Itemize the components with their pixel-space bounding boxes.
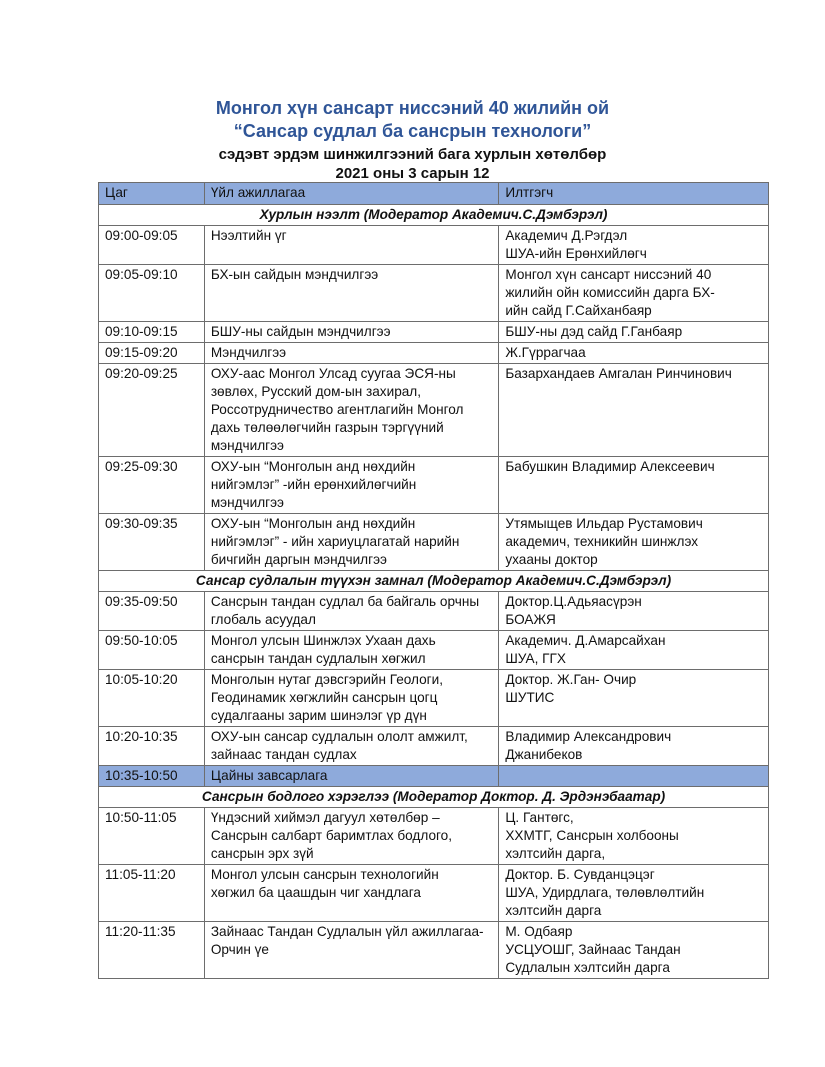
row-time: 09:15-09:20	[99, 343, 205, 364]
row-activity	[204, 766, 499, 787]
speaker-line: жилийн ойн комиссийн дарга БХ-	[505, 285, 715, 300]
column-header-time: Цаг	[99, 183, 205, 205]
activity-line: ОХУ-аас Монгол Улсад суугаа ЭСЯ-ны	[210, 366, 456, 381]
table-row	[99, 226, 769, 265]
section-header-row	[99, 571, 769, 592]
column-header-activity: Үйл ажиллагаа	[204, 183, 499, 205]
row-speaker	[499, 727, 769, 766]
row-time: 10:50-11:05	[99, 808, 205, 865]
activity-line: Мэндчилгээ	[210, 345, 287, 360]
speaker-line: Джанибеков	[505, 747, 583, 762]
document-subtitle: сэдэвт эрдэм шинжилгээний бага хурлын хөтөлбөр	[218, 146, 607, 163]
row-time: 10:35-10:50	[99, 766, 205, 787]
table-row	[99, 364, 769, 457]
activity-line: БШУ-ны сайдын мэндчилгээ	[210, 324, 391, 339]
row-speaker	[499, 226, 769, 265]
row-activity	[204, 364, 499, 457]
row-time: 09:20-09:25	[99, 364, 205, 457]
row-speaker	[499, 364, 769, 457]
activity-line: Үндэсний хиймэл дагуул хөтөлбөр –	[210, 810, 440, 825]
row-speaker	[499, 766, 769, 787]
row-time: 09:05-09:10	[99, 265, 205, 322]
row-speaker	[499, 265, 769, 322]
activity-line: хөгжил ба цаашдын чиг хандлага	[210, 885, 421, 900]
activity-line: зөвлөх, Русский дом-ын захирал,	[210, 384, 422, 399]
activity-line: Монголын нутаг дэвсгэрийн Геологи,	[210, 672, 444, 687]
speaker-line: Доктор.Ц.Адьяасүрэн	[505, 594, 642, 609]
activity-line: БХ-ын сайдын мэндчилгээ	[210, 267, 379, 282]
row-speaker	[499, 322, 769, 343]
table-row	[99, 514, 769, 571]
row-time: 09:35-09:50	[99, 592, 205, 631]
row-activity	[204, 592, 499, 631]
speaker-line: М. Одбаяр	[505, 924, 573, 939]
speaker-line: УСЦУОШГ, Зайнаас Тандан	[505, 942, 681, 957]
row-speaker	[499, 631, 769, 670]
activity-line: мэндчилгээ	[210, 438, 284, 453]
speaker-line: Академич. Д.Амарсайхан	[505, 633, 666, 648]
speaker-line: ШУА-ийн Ерөнхийлөгч	[505, 246, 647, 261]
row-speaker	[499, 457, 769, 514]
document-title-topic: “Сансар судлал ба сансрын технологи”	[233, 121, 592, 141]
row-activity	[204, 343, 499, 364]
activity-line: зайнаас тандан судлах	[210, 747, 357, 762]
speaker-line: Судлалын хэлтсийн дарга	[505, 960, 670, 975]
speaker-line: БОАЖЯ	[505, 612, 556, 627]
speaker-line: Доктор. Ж.Ган- Очир	[505, 672, 637, 687]
table-row	[99, 922, 769, 979]
table-row	[99, 727, 769, 766]
activity-line: Зайнаас Тандан Судлалын үйл ажиллагаа-	[210, 924, 484, 939]
table-row	[99, 265, 769, 322]
activity-line: Монгол улсын сансрын технологийн	[210, 867, 439, 882]
row-time: 11:20-11:35	[99, 922, 205, 979]
table-row	[99, 670, 769, 727]
table-row	[99, 457, 769, 514]
speaker-line: хэлтсийн дарга,	[505, 846, 606, 861]
activity-line: нийгэмлэг” -ийн ерөнхийлөгчийн	[210, 477, 417, 492]
activity-line: дахь төлөөлөгчийн газрын тэргүүний	[210, 420, 444, 435]
row-time: 09:30-09:35	[99, 514, 205, 571]
table-header-row	[99, 183, 769, 205]
row-activity	[204, 727, 499, 766]
row-time: 09:25-09:30	[99, 457, 205, 514]
activity-line: мэндчилгээ	[210, 495, 284, 510]
row-activity	[204, 808, 499, 865]
row-speaker	[499, 592, 769, 631]
row-time: 09:00-09:05	[99, 226, 205, 265]
row-activity	[204, 670, 499, 727]
row-speaker	[499, 514, 769, 571]
activity-line: нийгэмлэг” - ийн хариуцлагатай нарийн	[210, 534, 460, 549]
activity-line: Цайны завсарлага	[210, 768, 328, 783]
activity-line: Монгол улсын Шинжлэх Ухаан дахь	[210, 633, 436, 648]
row-speaker	[499, 808, 769, 865]
speaker-line: Доктор. Б. Сувданцэцэг	[505, 867, 655, 882]
speaker-line: Бабушкин Владимир Алексеевич	[505, 459, 715, 474]
row-time: 10:20-10:35	[99, 727, 205, 766]
speaker-line: Владимир Александрович	[505, 729, 672, 744]
speaker-line: ШУТИС	[505, 690, 555, 705]
speaker-line: Ц. Гантөгс,	[505, 810, 574, 825]
document-title: Монгол хүн сансарт ниссэний 40 жилийн ой	[215, 98, 610, 118]
section-header-row	[99, 787, 769, 808]
speaker-line: ийн сайд Г.Сайханбаяр	[505, 303, 652, 318]
row-time: 09:50-10:05	[99, 631, 205, 670]
speaker-line: ухааны доктор	[505, 552, 598, 567]
column-header-speaker: Илтгэгч	[499, 183, 769, 205]
activity-line: ОХУ-ын сансар судлалын ололт амжилт,	[210, 729, 468, 744]
speaker-line: ХХМТГ, Сансрын холбооны	[505, 828, 679, 843]
speaker-line: Монгол хүн сансарт ниссэний 40	[505, 267, 712, 282]
table-row	[99, 592, 769, 631]
section-title: Сансрын бодлого хэрэглээ (Модератор Доктор. Д. Эрдэнэбаатар)	[99, 787, 769, 808]
speaker-line: ШУА, ГГХ	[505, 651, 566, 666]
row-activity	[204, 457, 499, 514]
row-activity	[204, 322, 499, 343]
table-row	[99, 865, 769, 922]
activity-line: Россотрудничество агентлагийн Монгол	[210, 402, 464, 417]
speaker-line: Академич Д.Рэгдэл	[505, 228, 628, 243]
speaker-line: БШУ-ны дэд сайд Г.Ганбаяр	[505, 324, 683, 339]
section-header-row	[99, 205, 769, 226]
activity-line: глобаль асуудал	[210, 612, 316, 627]
row-speaker	[499, 670, 769, 727]
document-date: 2021 оны 3 сарын 12	[335, 165, 490, 182]
speaker-line: ШУА, Удирдлага, төлөвлөлтийн	[505, 885, 705, 900]
row-speaker	[499, 343, 769, 364]
speaker-line: хэлтсийн дарга	[505, 903, 602, 918]
table-row	[99, 766, 769, 787]
speaker-line: академич, техникийн шинжлэх	[505, 534, 699, 549]
activity-line: Сансрын тандан судлал ба байгаль орчны	[210, 594, 480, 609]
row-activity	[204, 514, 499, 571]
activity-line: Нээлтийн үг	[210, 228, 287, 243]
table-row	[99, 808, 769, 865]
row-activity	[204, 631, 499, 670]
activity-line: судалгааны зарим шинэлэг үр дүн	[210, 708, 427, 723]
row-speaker	[499, 922, 769, 979]
table-row	[99, 631, 769, 670]
section-title: Сансар судлалын түүхэн замнал (Модератор Академич.С.Дэмбэрэл)	[99, 571, 769, 592]
row-time: 09:10-09:15	[99, 322, 205, 343]
speaker-line: Ж.Гүррагчаа	[505, 345, 586, 360]
row-activity	[204, 922, 499, 979]
section-title: Хурлын нээлт (Модератор Академич.С.Дэмбэрэл)	[99, 205, 769, 226]
activity-line: сансрын эрх зүй	[210, 846, 314, 861]
row-activity	[204, 226, 499, 265]
table-row	[99, 322, 769, 343]
row-time: 11:05-11:20	[99, 865, 205, 922]
activity-line: сансрын тандан судлалын хөгжил	[210, 651, 426, 666]
activity-line: Сансрын салбарт баримтлах бодлого,	[210, 828, 453, 843]
row-activity	[204, 865, 499, 922]
activity-line: ОХУ-ын “Монголын анд нөхдийн	[210, 459, 416, 474]
activity-line: Орчин үе	[210, 942, 269, 957]
activity-line: ОХУ-ын “Монголын анд нөхдийн	[210, 516, 416, 531]
activity-line: Геодинамик хөгжлийн сансрын цогц	[210, 690, 438, 705]
row-activity	[204, 265, 499, 322]
activity-line: бичгийн даргын мэндчилгээ	[210, 552, 387, 567]
program-table	[98, 182, 769, 979]
speaker-line: Базархандаев Амгалан Ринчинович	[505, 366, 732, 381]
speaker-line: Утямыщев Ильдар Рустамович	[505, 516, 703, 531]
row-time: 10:05-10:20	[99, 670, 205, 727]
row-speaker	[499, 865, 769, 922]
table-row	[99, 343, 769, 364]
